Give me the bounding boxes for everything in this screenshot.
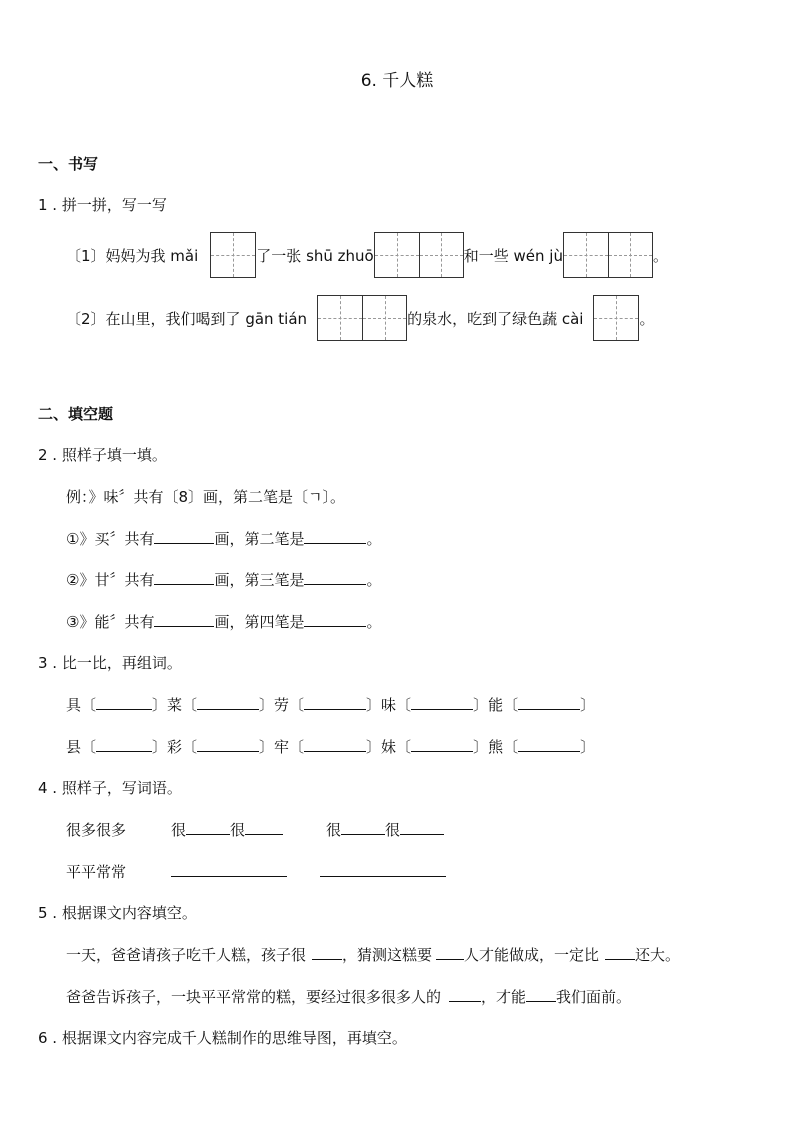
blank[interactable] (411, 694, 473, 710)
writing-grid-wenju[interactable] (563, 232, 653, 278)
blank[interactable] (245, 819, 283, 835)
section-heading-writing: 一、书写 (38, 155, 99, 173)
question-5-label: 5 . 根据课文内容填空。 (38, 904, 197, 922)
q2-item2-text-c: 。 (366, 571, 382, 589)
question-4-example-2: 平平常常 (66, 863, 127, 881)
hen-char: 很 (171, 821, 187, 839)
question-1-line-2 (66, 295, 654, 341)
blank[interactable] (411, 736, 473, 752)
question-3-row-2 (66, 736, 595, 757)
blank[interactable] (304, 694, 366, 710)
question-2-label: 2 . 照样子填一填。 (38, 446, 167, 464)
q5-line2-text: 爸爸告诉孩子，一块平平常常的糕，要经过很多很多人的 (66, 988, 442, 1006)
question-5-line-1 (66, 944, 680, 965)
page-title: 6. 千人糕 (360, 71, 434, 91)
hen-char: 很 (385, 821, 401, 839)
q3-row1-text: 〕劳〔 (259, 696, 305, 714)
q2-item1-text-c: 。 (366, 530, 382, 548)
blank[interactable] (154, 528, 214, 544)
blank[interactable] (518, 736, 580, 752)
question-3-row-1 (66, 694, 595, 715)
blank[interactable] (197, 736, 259, 752)
q3-row2-text: 〕 (580, 738, 596, 756)
q3-row2-text: 〕熊〔 (473, 738, 519, 756)
blank[interactable] (312, 944, 342, 960)
question-4-blank-2[interactable] (320, 861, 446, 881)
q1-line2-text-c: 。 (639, 309, 655, 328)
q1-line1-text-b: 了一张 shū zhuō (256, 246, 374, 265)
section-heading-fill-in: 二、填空题 (38, 405, 114, 423)
q3-row1-text: 〕菜〔 (152, 696, 198, 714)
q5-line1-text: ，猜测这糕要 (342, 946, 433, 964)
question-5-line-2 (66, 986, 631, 1007)
blank[interactable] (96, 694, 152, 710)
q5-line2-text: ，才能 (481, 988, 527, 1006)
q1-line1-text-a: 〔1〕妈妈为我 mǎi (66, 246, 199, 265)
q2-item1-text-b: 画，第二笔是 (214, 530, 305, 548)
blank[interactable] (605, 944, 635, 960)
blank[interactable] (304, 528, 366, 544)
blank[interactable] (154, 569, 214, 585)
blank[interactable] (518, 694, 580, 710)
question-1-line-1 (66, 232, 668, 278)
question-4-pattern-2 (326, 819, 444, 840)
blank[interactable] (526, 986, 556, 1002)
blank[interactable] (96, 736, 152, 752)
blank[interactable] (304, 611, 366, 627)
hen-char: 很 (326, 821, 342, 839)
blank[interactable] (320, 861, 446, 877)
question-2-item-1 (66, 528, 381, 549)
q3-row2-text: 县〔 (66, 738, 97, 756)
q2-item1-text-a: ①》买〞共有 (66, 530, 155, 548)
blank[interactable] (341, 819, 385, 835)
q2-item3-text-a: ③》能〞共有 (66, 613, 155, 631)
q2-item2-text-a: ②》甘〞共有 (66, 571, 155, 589)
q2-item2-text-b: 画，第三笔是 (214, 571, 305, 589)
question-2-item-2 (66, 569, 381, 590)
question-3-label: 3 . 比一比，再组词。 (38, 654, 182, 672)
hen-char: 很 (230, 821, 246, 839)
blank[interactable] (436, 944, 464, 960)
q5-line1-text: 人才能做成，一定比 (464, 946, 600, 964)
q3-row2-text: 〕妹〔 (366, 738, 412, 756)
question-4-blank-1[interactable] (171, 861, 287, 881)
blank[interactable] (449, 986, 481, 1002)
q1-line1-text-d: 。 (652, 246, 668, 265)
writing-grid-cai[interactable] (593, 295, 639, 341)
blank[interactable] (197, 694, 259, 710)
question-2-item-3 (66, 611, 381, 632)
q2-item3-text-b: 画，第四笔是 (214, 613, 305, 631)
q1-line2-text-a: 〔2〕在山里，我们喝到了 gān tián (66, 309, 308, 328)
q3-row2-text: 〕彩〔 (152, 738, 198, 756)
blank[interactable] (304, 736, 366, 752)
writing-grid-mai[interactable] (210, 232, 256, 278)
writing-grid-gantian[interactable] (317, 295, 407, 341)
q1-line2-text-b: 的泉水，吃到了绿色蔬 cài (407, 309, 584, 328)
q2-item3-text-c: 。 (366, 613, 382, 631)
q5-line1-text: 一天，爸爸请孩子吃千人糕，孩子很 (66, 946, 307, 964)
writing-grid-shuzhuo[interactable] (374, 232, 464, 278)
blank[interactable] (304, 569, 366, 585)
question-1-label: 1 . 拼一拼，写一写 (38, 196, 167, 214)
blank[interactable] (154, 611, 214, 627)
question-4-label: 4 . 照样子，写词语。 (38, 779, 182, 797)
q3-row1-text: 〕 (580, 696, 596, 714)
q3-row2-text: 〕牢〔 (259, 738, 305, 756)
question-2-example: 例：》味〞共有〔8〕画，第二笔是〔ㄱ〕。 (66, 488, 346, 506)
question-6-label: 6 . 根据课文内容完成千人糕制作的思维导图，再填空。 (38, 1029, 407, 1047)
question-4-pattern-1 (171, 819, 283, 840)
q5-line1-text: 还大。 (635, 946, 681, 964)
question-4-example: 很多很多 (66, 821, 127, 839)
q1-line1-text-c: 和一些 wén jù (463, 246, 563, 265)
blank[interactable] (400, 819, 444, 835)
blank[interactable] (186, 819, 230, 835)
q3-row1-text: 〕味〔 (366, 696, 412, 714)
blank[interactable] (171, 861, 287, 877)
q5-line2-text: 我们面前。 (556, 988, 632, 1006)
q3-row1-text: 〕能〔 (473, 696, 519, 714)
q3-row1-text: 具〔 (66, 696, 97, 714)
